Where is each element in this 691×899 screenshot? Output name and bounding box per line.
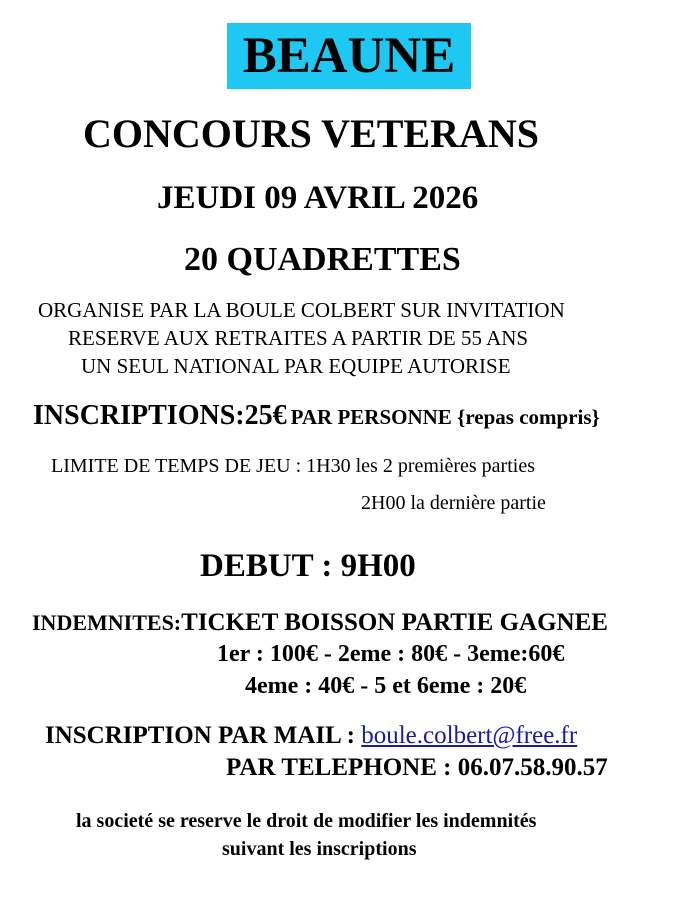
city-title: BEAUNE (242, 28, 456, 84)
city-title-highlight (227, 23, 471, 89)
footer-line2: suivant les inscriptions (222, 838, 417, 860)
registration-fee-detail: PAR PERSONNE {repas compris} (290, 405, 600, 429)
email-link[interactable]: boule.colbert@free.fr (361, 722, 578, 749)
footer-line1: la societé se reserve le droit de modifier les indemnités (76, 810, 537, 832)
prizes-ticket: TICKET BOISSON PARTIE GAGNEE (181, 609, 608, 636)
condition-organizer: ORGANISE PAR LA BOULE COLBERT SUR INVITATION (38, 298, 565, 322)
prizes-header (32, 610, 608, 635)
start-time: DEBUT : 9H00 (200, 548, 416, 584)
phone-contact: PAR TELEPHONE : 06.07.58.90.57 (226, 754, 608, 781)
event-format: 20 QUADRETTES (184, 241, 461, 278)
time-limit-line2: 2H00 la dernière partie (361, 492, 546, 514)
condition-national: UN SEUL NATIONAL PAR EQUIPE AUTORISE (81, 354, 511, 378)
registration-fee-label: INSCRIPTIONS:25€ (33, 400, 287, 431)
condition-retirees: RESERVE AUX RETRAITES A PARTIR DE 55 ANS (68, 326, 529, 350)
registration-fee (33, 402, 600, 430)
time-limit-line1: LIMITE DE TEMPS DE JEU : 1H30 les 2 premières parties (51, 455, 535, 477)
prizes-line2: 4eme : 40€ - 5 et 6eme : 20€ (245, 673, 527, 699)
event-date: JEUDI 09 AVRIL 2026 (157, 180, 479, 216)
prizes-label: INDEMNITES: (32, 610, 182, 635)
mail-contact (45, 723, 577, 748)
prizes-line1: 1er : 100€ - 2eme : 80€ - 3eme:60€ (217, 641, 565, 667)
event-name: CONCOURS VETERANS (83, 111, 540, 156)
mail-label: INSCRIPTION PAR MAIL : (45, 722, 355, 749)
